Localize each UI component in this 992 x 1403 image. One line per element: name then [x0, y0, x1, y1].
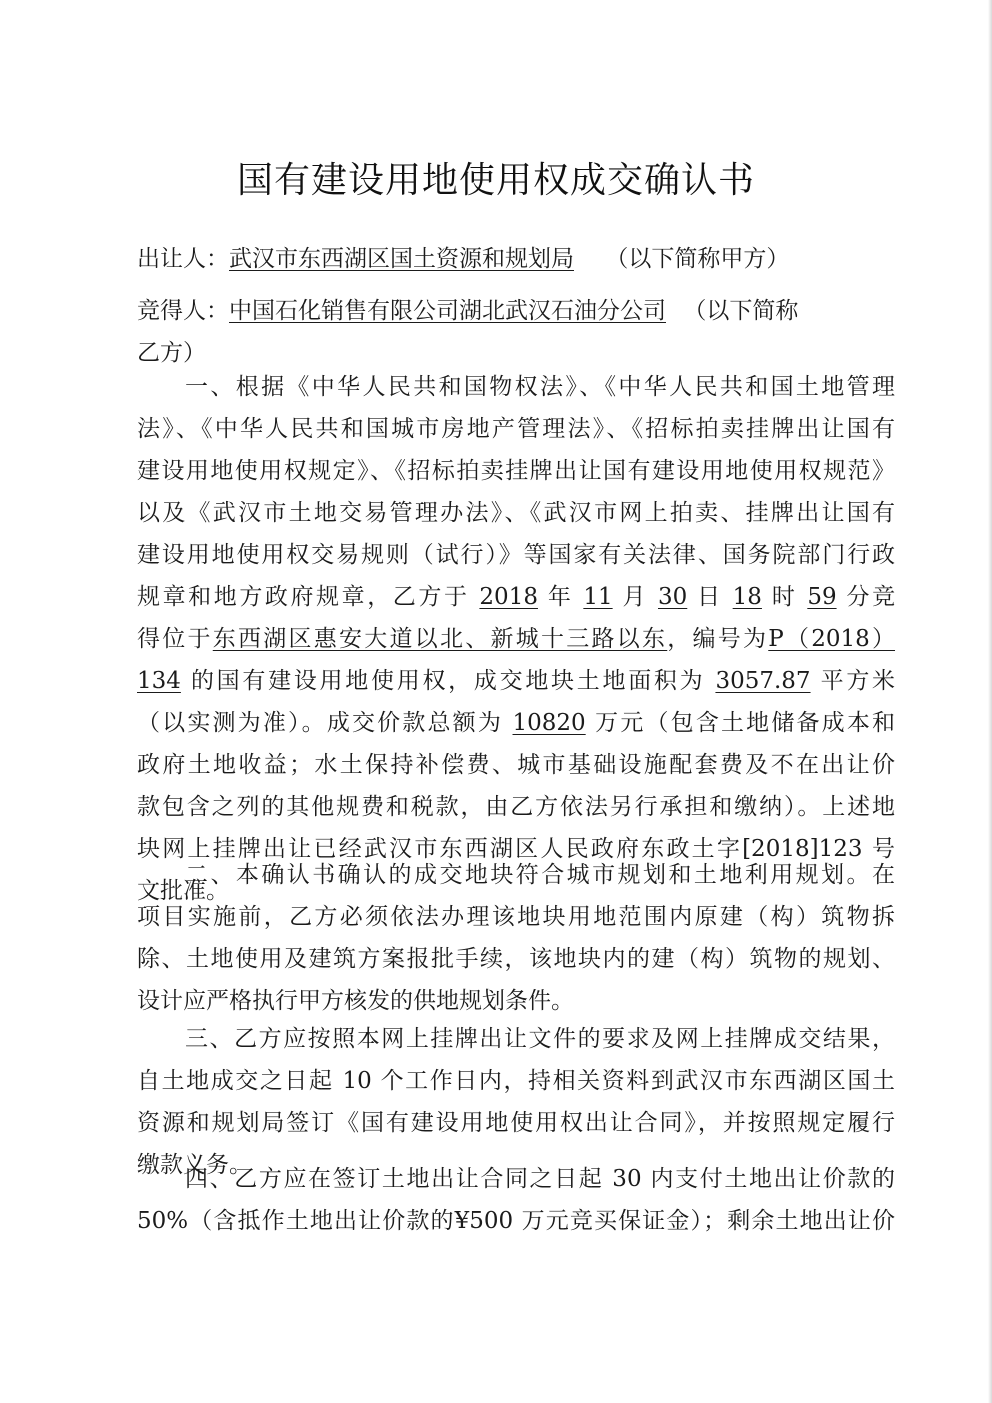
deal-day: 30	[658, 584, 688, 610]
parties-block	[137, 238, 895, 374]
p1-line-10: 政府土地收益；水土保持补偿费、城市基础设施配套费及不在出让价	[137, 752, 895, 778]
p1-line-2: 法》、《中华人民共和国城市房地产管理法》、《招标拍卖挂牌出让国有	[137, 416, 895, 442]
p1-text: 万元（包含土地储备成本和	[595, 710, 896, 736]
p1-line-8	[137, 660, 895, 702]
p1-text: 规章和地方政府规章，乙方于	[137, 584, 470, 610]
total-price: 10820	[512, 710, 586, 736]
p2-line-2: 项目实施前，乙方必须依法办理该地块用地范围内原建（构）筑物拆	[137, 904, 895, 930]
p2-line-3: 除、土地使用及建筑方案报批手续，该地块内的建（构）筑物的规划、	[137, 946, 895, 972]
buyer-line	[137, 290, 895, 332]
seller-suffix: （以下简称甲方）	[605, 246, 790, 272]
p1-text: 得位于	[137, 626, 213, 652]
p1-line-5: 建设用地使用权交易规则（试行）》等国家有关法律、国务院部门行政	[137, 542, 895, 568]
seller-label: 出让人：	[137, 246, 229, 272]
p1-text: （以实测为准）。成交价款总额为	[137, 710, 504, 736]
p1-line-1: 一、根据《中华人民共和国物权法》、《中华人民共和国土地管理	[185, 374, 895, 400]
p2-line-4: 设计应严格执行甲方核发的供地规划条件。	[137, 988, 574, 1014]
paragraph-4	[137, 1158, 895, 1242]
paragraph-2	[137, 854, 895, 1022]
p1-line-7	[137, 618, 895, 660]
p1-text: 月	[622, 584, 649, 610]
p1-line-11: 款包含之列的其他规费和税款，由乙方依法另行承担和缴纳）。上述地	[137, 794, 895, 820]
p3-line-1: 三、乙方应按照本网上挂牌出让文件的要求及网上挂牌成交结果，	[185, 1026, 895, 1052]
buyer-suffix: （以下简称	[683, 298, 799, 324]
p4-line-2: 50%（含抵作土地出让价款的¥500 万元竞买保证金）；剩余土地出让价	[137, 1208, 895, 1234]
p1-text: 的国有建设用地使用权，成交地块土地面积为	[190, 668, 706, 694]
deal-minute: 59	[807, 584, 837, 610]
land-area: 3057.87	[715, 668, 811, 694]
p1-text: 年	[547, 584, 574, 610]
p4-line-1: 四、乙方应在签订土地出让合同之日起 30 内支付土地出让价款的	[185, 1166, 895, 1192]
p3-line-4: 缴款义务。	[137, 1152, 252, 1178]
buyer-line-2: 乙方）	[137, 340, 206, 366]
deal-month: 11	[583, 584, 613, 610]
seller-name: 武汉市东西湖区国土资源和规划局	[229, 246, 574, 272]
p1-text: 日	[697, 584, 723, 610]
deal-year: 2018	[479, 584, 538, 610]
p1-line-3: 建设用地使用权规定》、《招标拍卖挂牌出让国有建设用地使用权规范》	[137, 458, 895, 484]
paragraph-1	[137, 366, 895, 912]
p1-line-12: 块网上挂牌出让已经武汉市东西湖区人民政府东政土字[2018]123 号	[137, 836, 895, 862]
buyer-label: 竞得人：	[137, 298, 229, 324]
page-edge	[988, 0, 992, 1403]
parcel-location: 东西湖区惠安大道以北、新城十三路以东	[212, 626, 668, 652]
p1-line-6	[137, 576, 895, 618]
deal-hour: 18	[732, 584, 762, 610]
parcel-number-part-1: P（2018）	[768, 626, 896, 652]
p2-line-1: 二、本确认书确认的成交地块符合城市规划和土地利用规划。在	[185, 862, 895, 888]
parcel-number-part-2: 134	[137, 668, 181, 694]
document-title: 国有建设用地使用权成交确认书	[236, 160, 755, 201]
p1-line-13: 文批准。	[137, 878, 229, 904]
p3-line-2: 自土地成交之日起 10 个工作日内，持相关资料到武汉市东西湖区国土	[137, 1068, 895, 1094]
p1-text: 时	[771, 584, 798, 610]
p1-line-9	[137, 702, 895, 744]
p3-line-3: 资源和规划局签订《国有建设用地使用权出让合同》，并按照规定履行	[137, 1110, 895, 1136]
p1-text: ，编号为	[667, 626, 769, 652]
seller-line	[137, 238, 895, 280]
p1-line-4: 以及《武汉市土地交易管理办法》、《武汉市网上拍卖、挂牌出让国有	[137, 500, 895, 526]
buyer-name: 中国石化销售有限公司湖北武汉石油分公司	[229, 298, 666, 324]
p1-text: 平方米	[820, 668, 896, 694]
p1-text: 分竞	[846, 584, 896, 610]
